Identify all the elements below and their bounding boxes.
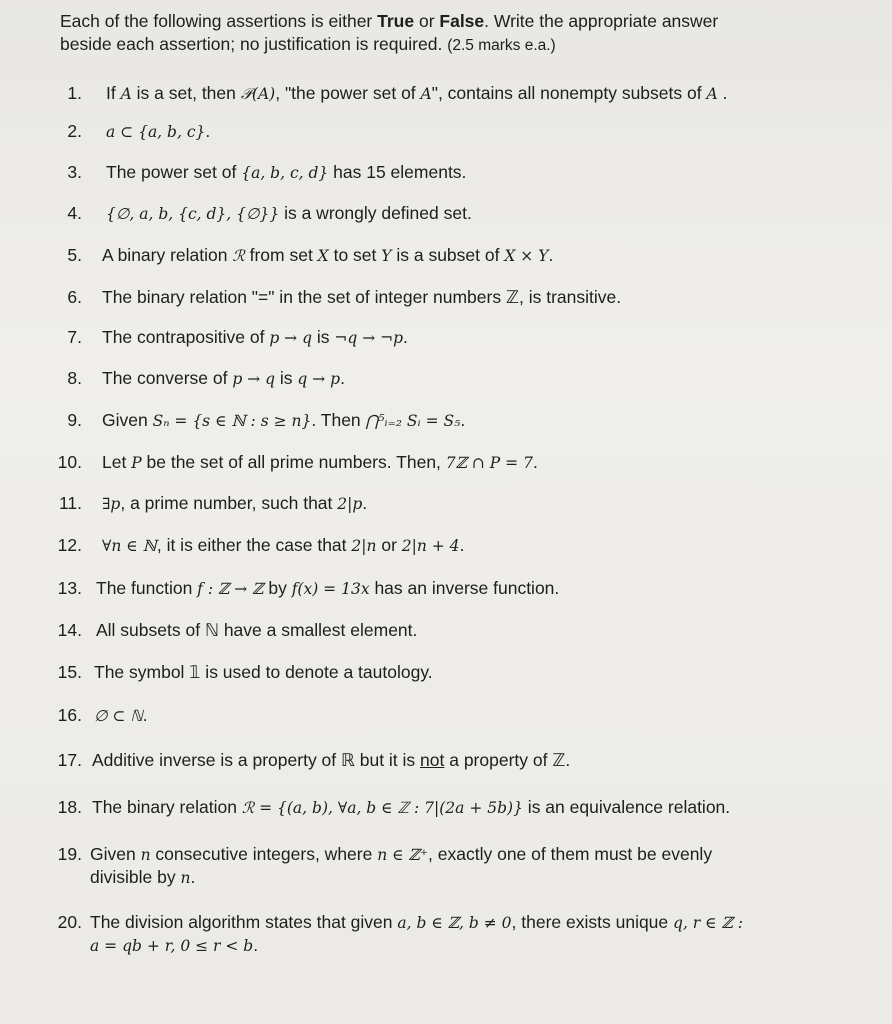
assertion-number: 9.	[67, 410, 82, 430]
true-keyword: True	[377, 11, 415, 31]
assertion-number: 5.	[67, 245, 82, 265]
assertion-text: The binary relation ℛ = {(a, b), ∀a, b ∈ ℤ : 7|(2a + 5b)} is an equivalence relation.	[92, 797, 731, 817]
assertion-number: 1.	[67, 83, 82, 103]
assertion-text: The power set of {a, b, c, d} has 15 elements.	[106, 162, 467, 182]
assertion-text: Let P be the set of all prime numbers. Then, 7ℤ ∩ P = 7.	[102, 452, 538, 472]
assertion-text: ∃p, a prime number, such that 2|p.	[102, 493, 368, 513]
assertion-number: 10.	[57, 452, 82, 472]
assertion-text: The binary relation "=" in the set of integer numbers ℤ, is transitive.	[102, 287, 622, 307]
assertion-text: The contrapositive of p → q is ¬q → ¬p.	[102, 327, 408, 347]
assertion-text: A binary relation ℛ from set X to set Y is a subset of X × Y.	[102, 245, 554, 265]
assertion-text: Additive inverse is a property of ℝ but it is not a property of ℤ.	[92, 750, 571, 770]
assertion-text-continued: a = qb + r, 0 ≤ r < b.	[90, 935, 259, 955]
instructions-text: beside each assertion; no justification is required.	[60, 34, 443, 54]
assertion-text: The converse of p → q is q → p.	[102, 368, 345, 388]
assertion-number: 12.	[57, 535, 82, 555]
assertion-number: 15.	[57, 662, 82, 682]
assertion-number: 18.	[57, 797, 82, 817]
marks-note: (2.5 marks e.a.)	[447, 37, 556, 54]
assertion-text: The symbol 𝟙 is used to denote a tautology.	[94, 662, 433, 682]
assertion-number: 6.	[67, 287, 82, 307]
assertion-number: 14.	[57, 620, 82, 640]
assertion-number: 11.	[58, 493, 82, 513]
assertion-text: {∅, a, b, {c, d}, {∅}} is a wrongly defined set.	[106, 203, 472, 223]
assertion-text: The division algorithm states that given a, b ∈ ℤ, b ≠ 0, there exists unique q, r ∈ ℤ :	[90, 912, 743, 932]
assertion-number: 4.	[67, 203, 82, 223]
assertion-text: ∅ ⊂ ℕ.	[94, 705, 148, 725]
assertion-number: 3.	[67, 162, 82, 182]
instructions-text: . Write the appropriate answer	[484, 11, 719, 31]
assertion-number: 17.	[57, 750, 82, 770]
assertion-number: 2.	[67, 121, 82, 141]
instructions-text: Each of the following assertions is either	[60, 11, 378, 31]
assertion-number: 7.	[67, 327, 82, 347]
assertion-text: All subsets of ℕ have a smallest element.	[96, 620, 418, 640]
assertion-text: If A is a set, then 𝒫(A), "the power set of A", contains all nonempty subsets of A .	[106, 83, 728, 103]
assertion-number: 16.	[57, 705, 82, 725]
assertion-number: 8.	[67, 368, 82, 388]
assertion-text: Given n consecutive integers, where n ∈ ℤ⁺, exactly one of them must be evenly	[90, 844, 713, 864]
assertion-number: 20.	[57, 912, 82, 932]
assertion-text: The function f : ℤ → ℤ by f(x) = 13x has an inverse function.	[96, 578, 560, 598]
assertion-number: 13.	[57, 578, 82, 598]
assertion-text-continued: divisible by n.	[90, 867, 196, 887]
assertion-number: 19.	[57, 844, 82, 864]
assertion-text: a ⊂ {a, b, c}.	[106, 121, 211, 141]
assertion-text: ∀n ∈ ℕ, it is either the case that 2|n or 2|n + 4.	[102, 535, 465, 555]
assertion-text: Given Sₙ = {s ∈ ℕ : s ≥ n}. Then ⋂⁵ᵢ₌₂ Sᵢ = S₅.	[102, 410, 466, 430]
instructions-text: or	[414, 11, 440, 31]
false-keyword: False	[439, 11, 485, 31]
